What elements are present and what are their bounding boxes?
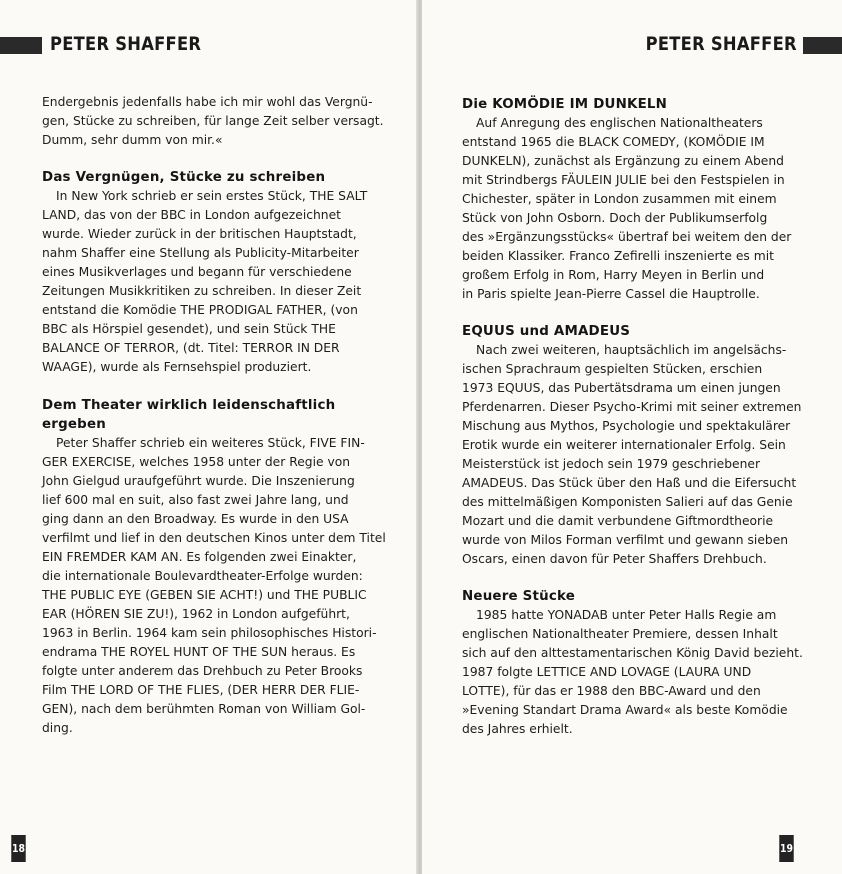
text-line: ging dann an den Broadway. Es wurde in den USA [42, 512, 349, 526]
text-line: GEN), nach dem berühmten Roman von William Gol- [42, 702, 366, 716]
text-line: »Evening Standart Drama Award« als beste Komödie [462, 703, 788, 717]
right-header-bar [803, 37, 842, 54]
text-line: in Paris spielte Jean-Pierre Cassel die Hauptrolle. [462, 287, 760, 301]
text-line: lief 600 mal en suit, also fast zwei Jahre lang, und [42, 493, 349, 507]
text-line: folgte unter anderem das Drehbuch zu Peter Brooks [42, 664, 363, 678]
left-header-bar [0, 37, 42, 54]
text-line: 1985 hatte YONADAB unter Peter Halls Regie am [476, 608, 777, 622]
text-line: wurde von Milos Forman verfilmt und gewann sieben [462, 533, 789, 547]
text-line: großem Erfolg in Rom, Harry Meyen in Berlin und [462, 268, 765, 282]
text-line: Oscars, einen davon für Peter Shaffers Drehbuch. [462, 552, 767, 566]
section-neuere-stuecke [462, 587, 822, 739]
text-line: Film THE LORD OF THE FLIES, (DER HERR DER FLIE- [42, 683, 360, 697]
text-line: ding. [42, 721, 73, 735]
text-line: In New York schrieb er sein erstes Stück, THE SALT [56, 189, 368, 203]
text-line: des mittelmäßigen Komponisten Salieri auf das Genie [462, 495, 793, 509]
text-line: englischen Nationaltheater Premiere, dessen Inhalt [462, 627, 778, 641]
text-line: THE PUBLIC EYE (GEBEN SIE ACHT!) und THE PUBLIC [42, 588, 367, 602]
text-line: EAR (HÖREN SIE ZU!), 1962 in London aufgeführt, [42, 607, 350, 621]
section-heading: Neuere Stücke [462, 589, 575, 604]
text-line: Dumm, sehr dumm von mir.« [42, 133, 223, 147]
text-line: John Gielgud uraufgeführt wurde. Die Inszenierung [42, 474, 355, 488]
text-line: ischen Sprachraum gespielten Stücken, erschien [462, 362, 763, 376]
text-line: nahm Shaffer eine Stellung als Publicity-Mitarbeiter [42, 246, 359, 260]
text-line: gen, Stücke zu schreiben, für lange Zeit selber versagt. [42, 114, 384, 128]
text-line: AMADEUS. Das Stück über den Haß und die Eifersucht [462, 476, 797, 490]
text-line: LAND, das von der BBC in London aufgezeichnet [42, 208, 341, 222]
text-line: WAAGE), wurde als Fernsehspiel produziert. [42, 360, 312, 374]
text-line: verfilmt und lief in den deutschen Kinos unter dem Titel [42, 531, 386, 545]
text-line: des »Ergänzungsstücks« übertraf bei weitem den der [462, 230, 792, 244]
text-line: BALANCE OF TERROR, (dt. Titel: TERROR IN DER [42, 341, 340, 355]
text-line: DUNKELN), zunächst als Ergänzung zu einem Abend [462, 154, 784, 168]
text-line: des Jahres erhielt. [462, 722, 573, 736]
text-line: Erotik wurde ein weiterer internationaler Erfolg. Sein [462, 438, 786, 452]
right-page-number: 19 [779, 835, 793, 862]
text-line: Auf Anregung des englischen Nationaltheaters [476, 116, 763, 130]
text-line: EIN FREMDER KAM AN. Es folgenden zwei Einakter, [42, 550, 357, 564]
right-running-head: PETER SHAFFER [645, 33, 797, 55]
text-line: wurde. Wieder zurück in der britischen Hauptstadt, [42, 227, 357, 241]
text-line: 1963 in Berlin. 1964 kam sein philosophisches Histori- [42, 626, 377, 640]
section-heading: Das Vergnügen, Stücke zu schreiben [42, 170, 326, 185]
text-line: Nach zwei weiteren, hauptsächlich im angelsächs- [476, 343, 787, 357]
text-line: entstand die Komödie THE PRODIGAL FATHER, (von [42, 303, 358, 317]
left-running-head: PETER SHAFFER [50, 33, 202, 55]
text-line: Pferdenarren. Dieser Psycho-Krimi mit seiner extremen [462, 400, 802, 414]
section-heading: Die KOMÖDIE IM DUNKELN [462, 97, 668, 112]
right-text-column [462, 95, 822, 739]
section-equus-amadeus [462, 322, 822, 569]
right-page [422, 0, 842, 874]
section-heading-continued: ergeben [42, 417, 106, 432]
section-vergnuegen [42, 168, 394, 377]
text-line: Endergebnis jedenfalls habe ich mir wohl das Vergnü- [42, 95, 373, 109]
text-line: Chichester, später in London zusammen mit einem [462, 192, 777, 206]
text-line: Stück von John Osborn. Doch der Publikumserfolg [462, 211, 768, 225]
text-line: LOTTE), für das er 1988 den BBC-Award und den [462, 684, 761, 698]
text-line: Mischung aus Mythos, Psychologie und spektakulärer [462, 419, 791, 433]
left-page [0, 0, 418, 874]
text-line: mit Strindbergs FÄULEIN JULIE bei den Festspielen in [462, 173, 785, 187]
text-line: endrama THE ROYEL HUNT OF THE SUN heraus. Es [42, 645, 356, 659]
section-heading: EQUUS und AMADEUS [462, 324, 631, 339]
intro-paragraph [42, 93, 394, 150]
section-komoedie [462, 95, 822, 304]
text-line: Meisterstück ist jedoch sein 1979 geschriebener [462, 457, 761, 471]
text-line: entstand 1965 die BLACK COMEDY, (KOMÖDIE IM [462, 135, 765, 149]
text-line: Zeitungen Musikkritiken zu schreiben. In dieser Zeit [42, 284, 362, 298]
section-theater [42, 396, 394, 738]
section-heading: Dem Theater wirklich leidenschaftlich [42, 398, 336, 413]
text-line: 1987 folgte LETTICE AND LOVAGE (LAURA UND [462, 665, 752, 679]
text-line: die internationale Boulevardtheater-Erfolge wurden: [42, 569, 363, 583]
text-line: BBC als Hörspiel gesendet), und sein Stück THE [42, 322, 336, 336]
text-line: beiden Klassiker. Franco Zefirelli inszenierte es mit [462, 249, 774, 263]
text-line: GER EXERCISE, welches 1958 unter der Regie von [42, 455, 351, 469]
text-line: sich auf den alttestamentarischen König David bezieht. [462, 646, 803, 660]
text-line: Peter Shaffer schrieb ein weiteres Stück, FIVE FIN- [56, 436, 365, 450]
text-line: Mozart und die damit verbundene Giftmordtheorie [462, 514, 774, 528]
left-text-column [42, 93, 394, 738]
left-page-number: 18 [11, 835, 25, 862]
text-line: 1973 EQUUS, das Pubertätsdrama um einen jungen [462, 381, 781, 395]
text-line: eines Musikverlages und begann für verschiedene [42, 265, 352, 279]
